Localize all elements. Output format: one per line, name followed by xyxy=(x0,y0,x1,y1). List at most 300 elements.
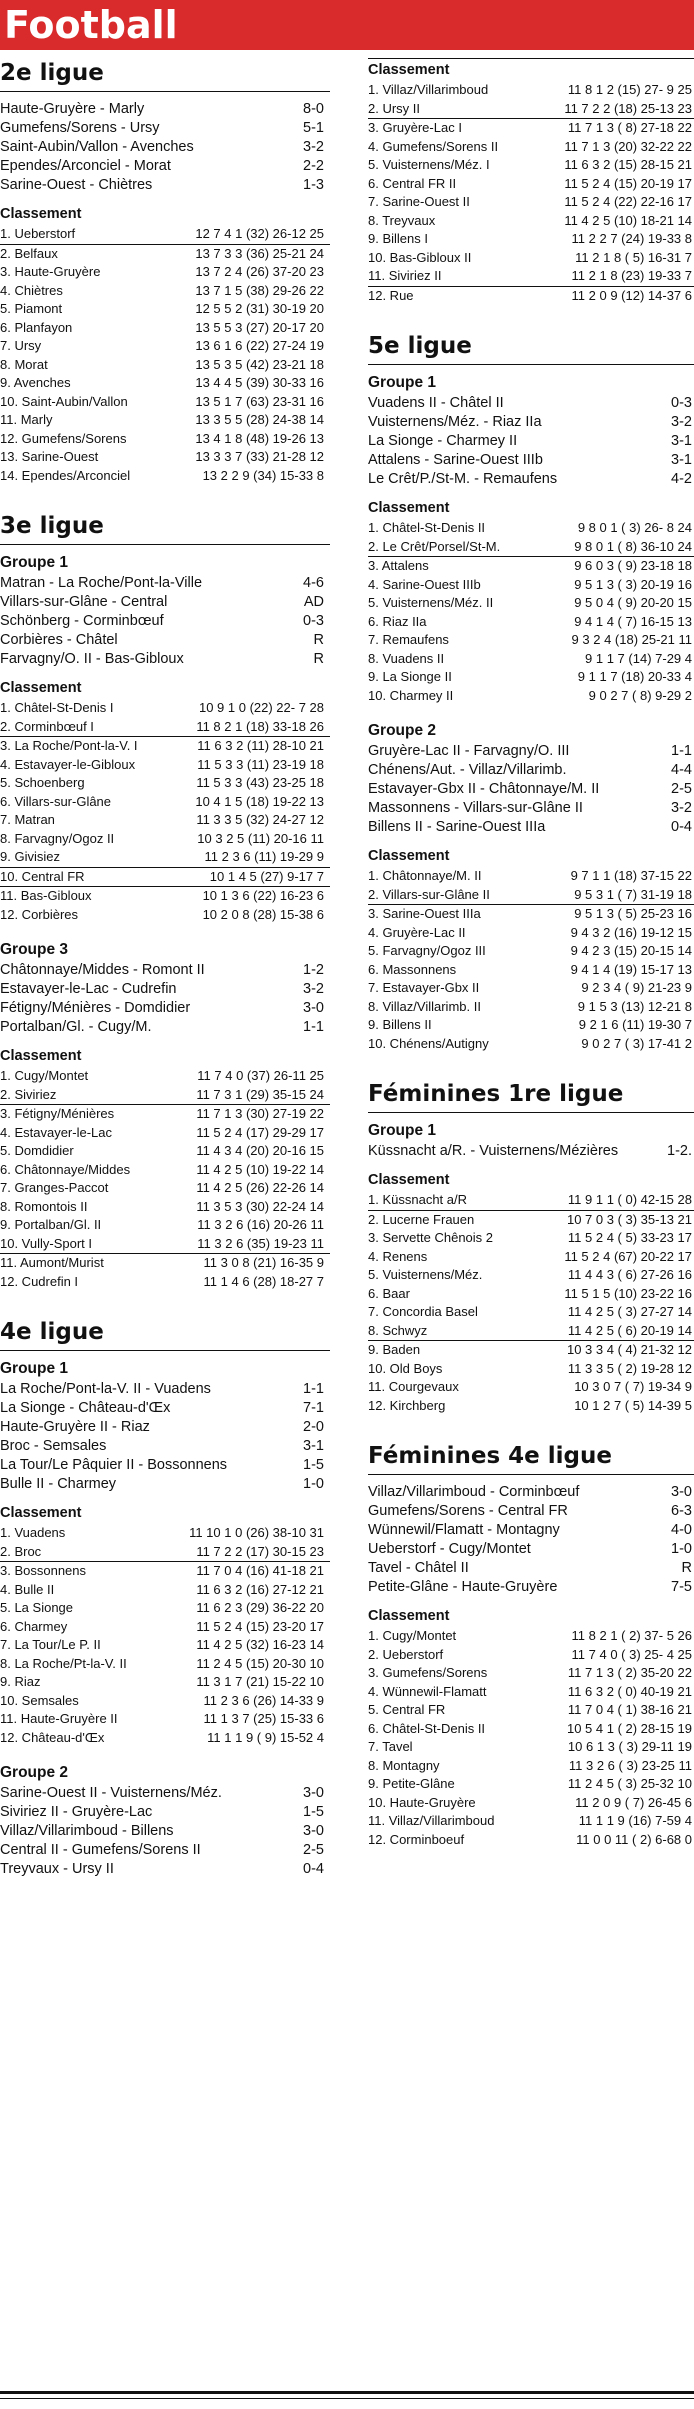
standings-row xyxy=(368,267,694,287)
match-label: Ependes/Arconciel - Morat xyxy=(0,158,171,174)
team-stats: 11 7 3 1 (29) 35-15 24 xyxy=(196,1086,324,1102)
match-label: Matran - La Roche/Pont-la-Ville xyxy=(0,575,203,591)
result-row xyxy=(0,612,330,631)
team-stats: 11 7 1 3 (20) 32-22 22 xyxy=(564,138,692,154)
team-stats: 11 5 2 4 (22) 22-16 17 xyxy=(564,194,692,209)
match-score: 3-2 xyxy=(303,139,324,155)
result-row xyxy=(0,574,330,593)
standings-row xyxy=(0,793,330,812)
match-score: 7-1 xyxy=(303,1400,324,1416)
team-stats: 9 8 0 1 ( 3) 26- 8 24 xyxy=(577,520,692,535)
team-name: 8. La Roche/Pt-la-V. II xyxy=(0,1655,127,1671)
standings-row xyxy=(368,979,694,998)
league-group xyxy=(0,553,330,924)
match-label: Corbières - Châtel xyxy=(0,632,118,648)
team-name: 4. Sarine-Ouest IIIb xyxy=(368,576,481,592)
team-name: 4. Renens xyxy=(368,1248,428,1264)
team-stats: 12 7 4 1 (32) 26-12 25 xyxy=(195,226,324,241)
standings-title: Classement xyxy=(0,680,82,696)
results-list xyxy=(0,100,330,195)
team-stats: 11 2 0 9 ( 7) 26-45 6 xyxy=(575,1794,692,1810)
match-score: 6-3 xyxy=(671,1503,692,1519)
league-title: Féminines 1re ligue xyxy=(368,1079,694,1113)
team-name: 12. Kirchberg xyxy=(368,1397,446,1413)
league-title: 5e ligue xyxy=(368,331,694,365)
standings-row xyxy=(368,100,694,120)
team-name: 8. Vuadens II xyxy=(368,650,445,666)
standings-title: Classement xyxy=(0,1048,82,1064)
match-score: 5-1 xyxy=(303,120,324,136)
team-name: 2. Villars-sur-Glâne II xyxy=(368,886,490,902)
team-stats: 13 7 1 5 (38) 29-26 22 xyxy=(195,282,324,298)
match-score: 1-5 xyxy=(303,1804,324,1820)
match-score: AD xyxy=(303,594,324,610)
team-stats: 11 5 3 3 (11) 23-19 18 xyxy=(197,756,324,772)
team-stats: 9 5 1 3 ( 5) 25-23 16 xyxy=(574,906,692,921)
group-title: Groupe 1 xyxy=(0,554,69,571)
match-score: R xyxy=(681,1560,692,1576)
team-stats: 11 8 1 2 (15) 27- 9 25 xyxy=(567,82,692,97)
team-name: 2. Siviriez xyxy=(0,1086,57,1102)
team-name: 1. Châtel-St-Denis II xyxy=(368,520,486,535)
team-name: 2. Broc xyxy=(0,1543,42,1559)
standings-row xyxy=(0,906,330,925)
standings-row xyxy=(368,594,694,613)
standings-row xyxy=(368,1812,694,1831)
match-score: 4-0 xyxy=(671,1522,692,1538)
standings-row xyxy=(368,668,694,687)
result-row xyxy=(368,1540,694,1559)
team-stats: 11 7 0 4 ( 1) 38-16 21 xyxy=(567,1702,692,1717)
match-label: Haute-Gruyère - Marly xyxy=(0,101,145,117)
standings-row xyxy=(0,1235,330,1255)
standings-row xyxy=(368,175,694,194)
result-row xyxy=(368,1502,694,1521)
results-list xyxy=(0,574,330,669)
team-stats: 9 4 2 3 (15) 20-15 14 xyxy=(570,943,692,958)
standings-title: Classement xyxy=(0,206,82,222)
standings-row xyxy=(368,1664,694,1683)
team-name: 11. Courgevaux xyxy=(368,1379,459,1394)
results-list xyxy=(0,1380,330,1494)
team-name: 10. Saint-Aubin/Vallon xyxy=(0,393,128,409)
team-stats: 11 1 4 6 (28) 18-27 7 xyxy=(203,1273,324,1289)
standings-title: Classement xyxy=(368,1608,450,1624)
team-name: 5. Domdidier xyxy=(0,1143,74,1158)
team-name: 3. Sarine-Ouest IIIa xyxy=(368,906,481,921)
team-name: 9. Billens I xyxy=(368,231,428,246)
results-list xyxy=(368,742,694,837)
league-group xyxy=(368,61,694,305)
match-label: Haute-Gruyère II - Riaz xyxy=(0,1419,150,1435)
league-group xyxy=(0,1359,330,1747)
match-score: 1-1 xyxy=(303,1381,324,1397)
match-score: 3-1 xyxy=(671,452,692,468)
match-score: 2-2 xyxy=(303,158,324,174)
result-row xyxy=(0,1380,330,1399)
team-stats: 9 8 0 1 ( 8) 36-10 24 xyxy=(574,538,692,554)
team-name: 5. Central FR xyxy=(368,1702,446,1717)
team-name: 9. Portalban/Gl. II xyxy=(0,1217,102,1232)
standings-title: Classement xyxy=(368,62,450,78)
match-score: 1-2. xyxy=(667,1143,692,1159)
league-section xyxy=(0,511,330,1291)
match-score: 4-4 xyxy=(671,762,692,778)
match-score: 3-1 xyxy=(303,1438,324,1454)
standings-row xyxy=(368,119,694,138)
team-name: 2. Ursy II xyxy=(368,100,421,116)
team-stats: 13 4 1 8 (48) 19-26 13 xyxy=(195,430,324,446)
standings-row xyxy=(0,1524,330,1543)
match-label: Bulle II - Charmey xyxy=(0,1476,117,1492)
league-group xyxy=(368,373,694,705)
team-stats: 10 3 3 4 ( 4) 21-32 12 xyxy=(566,1342,692,1357)
match-label: La Sionge - Château-d'Œx xyxy=(0,1400,171,1416)
team-stats: 11 8 2 1 ( 2) 37- 5 26 xyxy=(571,1628,692,1643)
team-name: 6. Massonnens xyxy=(368,961,457,977)
team-name: 8. Montagny xyxy=(368,1757,440,1773)
match-score: 3-2 xyxy=(671,414,692,430)
standings-row xyxy=(0,393,330,412)
team-name: 5. Vuisternens/Méz. I xyxy=(368,157,490,172)
standings-row xyxy=(368,1191,694,1211)
standings-row xyxy=(0,411,330,430)
team-stats: 11 2 0 9 (12) 14-37 6 xyxy=(571,287,692,303)
league-group xyxy=(0,1763,330,1879)
result-row xyxy=(0,1437,330,1456)
team-name: 12. Gumefens/Sorens xyxy=(0,430,127,446)
team-stats: 13 3 5 5 (28) 24-38 14 xyxy=(195,412,324,427)
standings-row xyxy=(368,998,694,1017)
team-name: 2. Corminbœuf I xyxy=(0,718,94,734)
team-stats: 11 7 4 0 ( 3) 25- 4 25 xyxy=(571,1646,692,1662)
match-label: Ueberstorf - Cugy/Montet xyxy=(368,1541,531,1557)
team-stats: 9 0 2 7 ( 3) 17-41 2 xyxy=(581,1035,692,1051)
team-name: 6. Villars-sur-Glâne xyxy=(0,793,112,809)
team-stats: 13 7 2 4 (26) 37-20 23 xyxy=(195,264,324,279)
team-name: 5. Vuisternens/Méz. xyxy=(368,1267,483,1282)
team-stats: 9 1 5 3 (13) 12-21 8 xyxy=(577,998,692,1014)
match-label: Küssnacht a/R. - Vuisternens/Mézières xyxy=(368,1143,619,1159)
team-stats: 9 4 1 4 (19) 15-17 13 xyxy=(570,961,692,977)
team-name: 8. Treyvaux xyxy=(368,212,436,228)
standings-row xyxy=(0,225,330,245)
league-group xyxy=(368,1483,694,1849)
team-stats: 11 4 2 5 ( 6) 20-19 14 xyxy=(567,1322,692,1338)
match-label: Massonnens - Villars-sur-Glâne II xyxy=(368,800,583,816)
standings-row xyxy=(368,1322,694,1342)
team-stats: 10 5 4 1 ( 2) 28-15 19 xyxy=(566,1720,692,1736)
team-stats: 11 6 3 2 (16) 27-12 21 xyxy=(196,1581,324,1597)
team-name: 1. Cugy/Montet xyxy=(0,1068,89,1083)
match-score: 3-0 xyxy=(303,1823,324,1839)
team-name: 9. Billens II xyxy=(368,1017,432,1032)
standings-row xyxy=(0,699,330,718)
team-stats: 11 7 2 2 (17) 30-15 23 xyxy=(196,1543,324,1559)
team-name: 7. Sarine-Ouest II xyxy=(368,194,470,209)
match-label: Broc - Semsales xyxy=(0,1438,107,1454)
result-row xyxy=(0,980,330,999)
team-stats: 10 2 0 8 (28) 15-38 6 xyxy=(202,906,324,922)
standings-row xyxy=(0,1161,330,1180)
team-stats: 11 4 2 5 ( 3) 27-27 14 xyxy=(567,1304,692,1319)
team-stats: 11 3 2 6 ( 3) 23-25 11 xyxy=(568,1757,692,1773)
team-stats: 9 1 1 7 (18) 20-33 4 xyxy=(577,669,692,684)
match-label: Gumefens/Sorens - Central FR xyxy=(368,1503,568,1519)
match-label: Villaz/Villarimboud - Corminbœuf xyxy=(368,1484,580,1500)
team-name: 2. Le Crêt/Porsel/St-M. xyxy=(368,538,501,554)
standings-row xyxy=(368,1794,694,1813)
team-name: 8. Farvagny/Ogoz II xyxy=(0,830,115,846)
team-stats: 11 0 0 11 ( 2) 6-68 0 xyxy=(576,1831,692,1847)
match-label: Gruyère-Lac II - Farvagny/O. III xyxy=(368,743,570,759)
standings-row xyxy=(368,650,694,669)
team-name: 9. Givisiez xyxy=(0,849,60,864)
standings-row xyxy=(0,448,330,467)
team-stats: 11 4 4 3 ( 6) 27-26 16 xyxy=(567,1267,692,1282)
team-name: 4. Gumefens/Sorens II xyxy=(368,138,499,154)
standings-row xyxy=(0,374,330,393)
team-stats: 12 5 5 2 (31) 30-19 20 xyxy=(195,301,324,316)
standings-row xyxy=(368,1378,694,1397)
team-stats: 11 7 1 3 (30) 27-19 22 xyxy=(196,1106,324,1121)
match-label: Treyvaux - Ursy II xyxy=(0,1861,114,1877)
team-name: 8. Schwyz xyxy=(368,1322,428,1338)
team-name: 12. Cudrefin I xyxy=(0,1273,79,1289)
team-stats: 10 6 1 3 ( 3) 29-11 19 xyxy=(567,1739,692,1754)
team-stats: 11 3 3 5 ( 2) 19-28 12 xyxy=(567,1360,692,1376)
standings-row xyxy=(368,1720,694,1739)
match-label: Sarine-Ouest - Chiètres xyxy=(0,177,153,193)
results-list xyxy=(0,961,330,1037)
team-name: 6. Planfayon xyxy=(0,319,73,335)
team-name: 1. Cugy/Montet xyxy=(368,1628,457,1643)
match-score: 3-0 xyxy=(303,1000,324,1016)
team-name: 10. Central FR xyxy=(0,868,85,884)
team-name: 11. Haute-Gruyère II xyxy=(0,1711,118,1726)
match-score: 3-2 xyxy=(671,800,692,816)
standings-row xyxy=(368,1646,694,1665)
standings-row xyxy=(368,1775,694,1794)
standings-row xyxy=(368,867,694,886)
team-stats: 11 6 2 3 (29) 36-22 20 xyxy=(196,1600,324,1615)
match-score: 2-5 xyxy=(671,781,692,797)
team-stats: 10 3 0 7 ( 7) 19-34 9 xyxy=(574,1379,692,1394)
team-name: 2. Belfaux xyxy=(0,245,58,261)
team-name: 6. Charmey xyxy=(0,1618,68,1634)
team-stats: 11 6 3 2 ( 0) 40-19 21 xyxy=(567,1683,692,1699)
standings-row xyxy=(368,905,694,924)
group-title: Groupe 1 xyxy=(0,1360,69,1377)
standings-row xyxy=(0,1216,330,1235)
standings-row xyxy=(0,756,330,775)
league-group xyxy=(368,1121,694,1415)
standings-row xyxy=(368,1683,694,1702)
team-stats: 11 4 2 5 (10) 18-21 14 xyxy=(564,212,692,228)
standings-row xyxy=(0,282,330,301)
standings-title: Classement xyxy=(368,848,450,864)
match-label: Saint-Aubin/Vallon - Avenches xyxy=(0,139,194,155)
standings-row xyxy=(368,1701,694,1720)
team-name: 4. Gruyère-Lac II xyxy=(368,924,466,940)
match-label: Schönberg - Corminbœuf xyxy=(0,613,164,629)
standings-row xyxy=(0,830,330,849)
team-stats: 10 9 1 0 (22) 22- 7 28 xyxy=(198,700,324,715)
match-score: 0-3 xyxy=(303,613,324,629)
result-row xyxy=(0,999,330,1018)
team-name: 11. Bas-Gibloux xyxy=(0,888,92,903)
team-stats: 13 5 5 3 (27) 20-17 20 xyxy=(195,319,324,335)
team-stats: 9 5 0 4 ( 9) 20-20 15 xyxy=(574,595,692,610)
standings-row xyxy=(368,81,694,100)
team-stats: 11 2 4 5 (15) 20-30 10 xyxy=(196,1655,324,1671)
page-title: Football xyxy=(4,3,178,47)
standings-row xyxy=(368,1211,694,1230)
team-stats: 11 5 2 4 (15) 20-19 17 xyxy=(564,175,692,191)
team-stats: 10 4 1 5 (18) 19-22 13 xyxy=(195,793,324,809)
team-name: 12. Rue xyxy=(368,287,414,303)
league-group xyxy=(368,721,694,1053)
standings-row xyxy=(0,430,330,449)
standings-row xyxy=(0,774,330,793)
team-name: 4. Estavayer-le-Gibloux xyxy=(0,756,136,772)
result-row xyxy=(0,961,330,980)
team-name: 6. Riaz IIa xyxy=(368,613,427,629)
team-name: 11. Siviriez II xyxy=(368,268,442,283)
standings-row xyxy=(0,737,330,756)
standings-row xyxy=(368,557,694,576)
standings-row xyxy=(368,687,694,706)
team-name: 7. La Tour/Le P. II xyxy=(0,1637,101,1652)
match-score: 1-5 xyxy=(303,1457,324,1473)
result-row xyxy=(368,394,694,413)
team-stats: 10 3 2 5 (11) 20-16 11 xyxy=(197,830,324,846)
standings-row xyxy=(368,1229,694,1248)
match-label: Estavayer-le-Lac - Cudrefin xyxy=(0,981,177,997)
league-group xyxy=(0,100,330,485)
team-name: 3. Gruyère-Lac I xyxy=(368,120,462,135)
team-stats: 11 5 2 4 (15) 23-20 17 xyxy=(196,1618,324,1634)
result-row xyxy=(0,100,330,119)
league-group xyxy=(0,940,330,1291)
team-stats: 11 2 3 6 (11) 19-29 9 xyxy=(204,849,324,864)
standings-row xyxy=(0,263,330,282)
result-row xyxy=(0,631,330,650)
standings-row xyxy=(368,1303,694,1322)
league-section xyxy=(0,1317,330,1879)
result-row xyxy=(0,593,330,612)
team-name: 7. Concordia Basel xyxy=(368,1304,478,1319)
standings-row xyxy=(368,942,694,961)
team-stats: 11 5 1 5 (10) 23-22 16 xyxy=(564,1285,692,1301)
result-row xyxy=(0,1456,330,1475)
result-row xyxy=(368,1142,694,1161)
match-score: 1-1 xyxy=(303,1019,324,1035)
standings-row xyxy=(368,1627,694,1646)
team-stats: 9 7 1 1 (18) 37-15 22 xyxy=(570,868,692,883)
bottom-rule xyxy=(0,2391,694,2394)
team-name: 1. Küssnacht a/R xyxy=(368,1192,467,1207)
team-name: 10. Haute-Gruyère xyxy=(368,1794,476,1810)
team-name: 13. Sarine-Ouest xyxy=(0,449,99,464)
match-score: R xyxy=(313,651,324,667)
team-name: 8. Villaz/Villarimb. II xyxy=(368,998,481,1014)
standings-row xyxy=(0,718,330,738)
standings-row xyxy=(368,538,694,558)
team-stats: 11 8 2 1 (18) 33-18 26 xyxy=(196,718,324,734)
team-name: 3. Haute-Gruyère xyxy=(0,264,101,279)
standings-row xyxy=(0,356,330,375)
team-name: 14. Ependes/Arconciel xyxy=(0,467,131,483)
standings-row xyxy=(0,1179,330,1198)
team-name: 7. Remaufens xyxy=(368,632,449,647)
standings-row xyxy=(368,138,694,157)
team-stats: 11 6 3 2 (11) 28-10 21 xyxy=(197,738,324,753)
match-label: La Roche/Pont-la-V. II - Vuadens xyxy=(0,1381,211,1397)
match-label: Villaz/Villarimboud - Billens xyxy=(0,1823,174,1839)
match-label: Wünnewil/Flamatt - Montagny xyxy=(368,1522,560,1538)
league-section xyxy=(0,58,330,485)
team-stats: 9 4 1 4 ( 7) 16-15 13 xyxy=(574,613,692,629)
team-stats: 13 6 1 6 (22) 27-24 19 xyxy=(195,338,324,353)
result-row xyxy=(0,1822,330,1841)
standings-row xyxy=(0,868,330,888)
team-name: 10. Vully-Sport I xyxy=(0,1235,93,1251)
team-name: 6. Central FR II xyxy=(368,175,457,191)
standings-row xyxy=(0,1198,330,1217)
team-stats: 13 4 4 5 (39) 30-33 16 xyxy=(195,375,324,390)
standings-row xyxy=(0,245,330,264)
match-label: Portalban/Gl. - Cugy/M. xyxy=(0,1019,152,1035)
team-name: 3. La Roche/Pont-la-V. I xyxy=(0,738,138,753)
team-stats: 11 4 2 5 (26) 22-26 14 xyxy=(196,1180,324,1195)
team-name: 7. Ursy xyxy=(0,338,42,353)
team-stats: 11 2 1 8 (23) 19-33 7 xyxy=(571,268,692,283)
standings-row xyxy=(368,287,694,306)
result-row xyxy=(0,1784,330,1803)
group-title: Groupe 1 xyxy=(368,1122,437,1139)
result-row xyxy=(0,1860,330,1879)
match-score: 3-1 xyxy=(671,433,692,449)
standings-title: Classement xyxy=(0,1505,82,1521)
team-stats: 9 2 1 6 (11) 19-30 7 xyxy=(578,1017,692,1032)
result-row xyxy=(368,1483,694,1502)
standings-row xyxy=(0,1729,330,1748)
match-label: Tavel - Châtel II xyxy=(368,1560,469,1576)
team-name: 6. Châtel-St-Denis II xyxy=(368,1720,486,1736)
team-name: 9. Avenches xyxy=(0,375,71,390)
team-stats: 13 5 3 5 (42) 23-21 18 xyxy=(195,356,324,372)
team-stats: 11 3 2 6 (16) 20-26 11 xyxy=(197,1217,324,1232)
match-label: Estavayer-Gbx II - Châtonnaye/M. II xyxy=(368,781,600,797)
team-name: 11. Aumont/Murist xyxy=(0,1255,104,1270)
match-label: Gumefens/Sorens - Ursy xyxy=(0,120,160,136)
match-label: Central II - Gumefens/Sorens II xyxy=(0,1842,201,1858)
team-stats: 11 5 2 4 (67) 20-22 17 xyxy=(564,1248,692,1264)
standings-row xyxy=(368,1035,694,1054)
standings-row xyxy=(368,631,694,650)
team-name: 5. Schoenberg xyxy=(0,775,85,790)
team-stats: 10 1 4 5 (27) 9-17 7 xyxy=(209,868,324,884)
standings-row xyxy=(368,156,694,175)
team-name: 3. Gumefens/Sorens xyxy=(368,1665,488,1680)
result-row xyxy=(0,650,330,669)
league-section xyxy=(368,1079,694,1415)
team-stats: 11 3 0 8 (21) 16-35 9 xyxy=(203,1255,324,1270)
standings-row xyxy=(0,1599,330,1618)
team-name: 2. Ueberstorf xyxy=(368,1646,444,1662)
team-stats: 11 2 4 5 ( 3) 25-32 10 xyxy=(567,1776,692,1791)
